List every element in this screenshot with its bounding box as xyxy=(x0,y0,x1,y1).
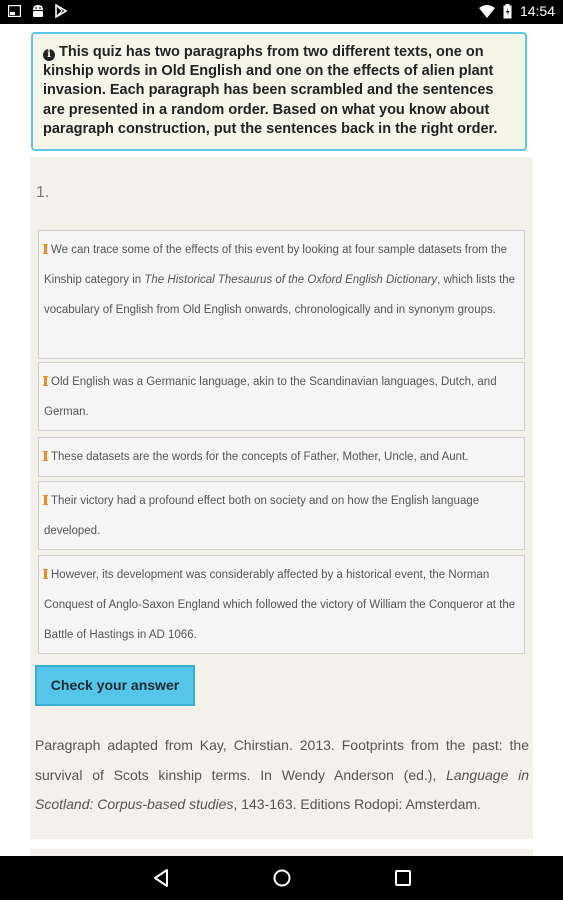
drag-handle-icon[interactable] xyxy=(44,569,47,579)
quiz-panel xyxy=(30,157,533,839)
citation-text: Paragraph adapted from Kay, Chirstian. 2013. Footprints from the past: the survival of Scots kinship terms. In Wendy Anderson (ed.), xyxy=(35,737,529,783)
drag-handle-icon[interactable] xyxy=(44,244,47,254)
sentence-item[interactable] xyxy=(38,555,525,654)
navigation-bar xyxy=(0,856,563,900)
sentence-text: We can trace some of the effects of this event by looking at four sample datasets from the Kinship category in xyxy=(44,244,507,286)
battery-icon xyxy=(503,4,512,19)
citation xyxy=(35,731,529,820)
status-bar xyxy=(0,0,563,24)
check-answer-button[interactable]: Check your answer xyxy=(35,665,195,706)
next-quiz-panel xyxy=(30,849,533,856)
drag-handle-icon[interactable] xyxy=(44,451,47,461)
recents-icon[interactable] xyxy=(394,868,412,893)
main-content[interactable] xyxy=(0,24,563,856)
info-icon: i xyxy=(43,49,55,61)
instructions-text: This quiz has two paragraphs from two different texts, one on kinship words in Old English and one on the effects of alien plant invasion. Each paragraph has been scrambled and the sentences are presented in a random order. Based on what you know about paragraph construction, put the sentences back in the right order. xyxy=(43,44,498,137)
instructions-box xyxy=(31,32,527,151)
question-number: 1. xyxy=(36,184,50,201)
sentence-item[interactable] xyxy=(38,230,525,359)
sentence-text: These datasets are the words for the concepts of Father, Mother, Uncle, and Aunt. xyxy=(51,451,469,463)
sentence-item[interactable] xyxy=(38,362,525,431)
screenshot-icon xyxy=(8,5,21,17)
sentence-italic-title: The Historical Thesaurus of the Oxford English Dictionary xyxy=(144,274,438,286)
sentence-item[interactable] xyxy=(38,481,525,550)
sentence-text: However, its development was considerably affected by a historical event, the Norman Conquest of Anglo-Saxon England which followed the victory of William the Conqueror at the Battle of Hastings in AD 1066. xyxy=(44,569,516,641)
drag-handle-icon[interactable] xyxy=(44,376,47,386)
back-icon[interactable] xyxy=(152,868,170,893)
play-store-icon xyxy=(55,4,67,18)
sentence-item[interactable] xyxy=(38,437,525,477)
wifi-icon xyxy=(479,5,495,18)
home-icon[interactable] xyxy=(272,868,292,893)
drag-handle-icon[interactable] xyxy=(44,495,47,505)
sentence-text: Their victory had a profound effect both on society and on how the English language developed. xyxy=(44,495,480,537)
android-icon xyxy=(31,4,45,18)
citation-text-end: , 143-163. Editions Rodopi: Amsterdam. xyxy=(233,796,481,812)
citation-book-title: Language in Scotland: Corpus-based studies xyxy=(35,766,530,812)
clock: 14:54 xyxy=(519,3,555,19)
sentence-text-end: , which lists the vocabulary of English from Old English onwards, chronologically and in synonym groups. xyxy=(44,274,516,316)
sentence-text: Old English was a Germanic language, akin to the Scandinavian languages, Dutch, and German. xyxy=(44,376,497,418)
